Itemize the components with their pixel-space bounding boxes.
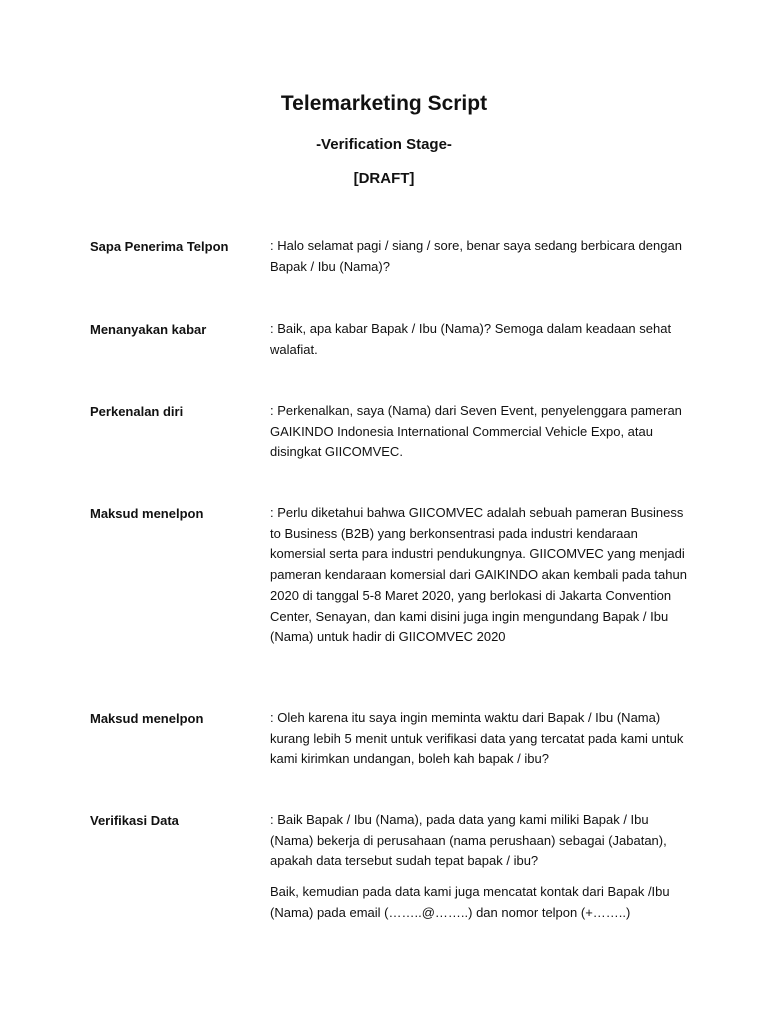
section-label: Sapa Penerima Telpon <box>90 239 229 254</box>
section-label: Menanyakan kabar <box>90 322 207 337</box>
section-label: Verifikasi Data <box>90 813 179 828</box>
section-text-followup: Baik, kemudian pada data kami juga mencatat kontak dari Bapak /Ibu (Nama) pada email (……..@……..) dan nomor telpon (+……..) <box>270 884 670 920</box>
section-label: Maksud menelpon <box>90 506 204 521</box>
section-text: : Baik, apa kabar Bapak / Ibu (Nama)? Semoga dalam keadaan sehat walafiat. <box>270 321 672 357</box>
section-label: Maksud menelpon <box>90 711 204 726</box>
section-text: : Baik Bapak / Ibu (Nama), pada data yang kami miliki Bapak / Ibu (Nama) bekerja di perusahaan (nama perushaan) sebagai (Jabatan), apakah data tersebut sudah tepat bapak / ibu? <box>270 812 667 869</box>
section-text: : Perlu diketahui bahwa GIICOMVEC adalah sebuah pameran Business to Business (B2B) yang berkonsentrasi pada industri kendaraan komersial serta para industri pendukungnya. GIICOMVEC yang menjadi pameran kendaraan komersial dari GAIKINDO akan kembali pada tahun 2020 di tanggal 5-8 Maret 2020, yang berlokasi di Jakarta Convention Center, Senayan, dan kami disini juga ingin mengundang Bapak / Ibu (Nama) untuk hadir di GIICOMVEC 2020 <box>270 505 687 645</box>
section-text: : Halo selamat pagi / siang / sore, benar saya sedang berbicara dengan Bapak / Ibu (Nama)? <box>270 238 682 274</box>
section-text: : Perkenalkan, saya (Nama) dari Seven Event, penyelenggara pameran GAIKINDO Indonesia International Commercial Vehicle Expo, atau disingkat GIICOMVEC. <box>270 403 682 460</box>
document-title: Telemarketing Script <box>280 92 488 115</box>
document-subtitle: -Verification Stage- <box>316 136 452 153</box>
section-text-block <box>270 810 690 924</box>
draft-status: [DRAFT] <box>353 170 415 187</box>
section-label: Perkenalan diri <box>90 404 184 419</box>
section-text: : Oleh karena itu saya ingin meminta waktu dari Bapak / Ibu (Nama) kurang lebih 5 menit untuk verifikasi data yang tercatat pada kami untuk kami kirimkan undangan, boleh kah bapak / ibu? <box>270 710 684 767</box>
